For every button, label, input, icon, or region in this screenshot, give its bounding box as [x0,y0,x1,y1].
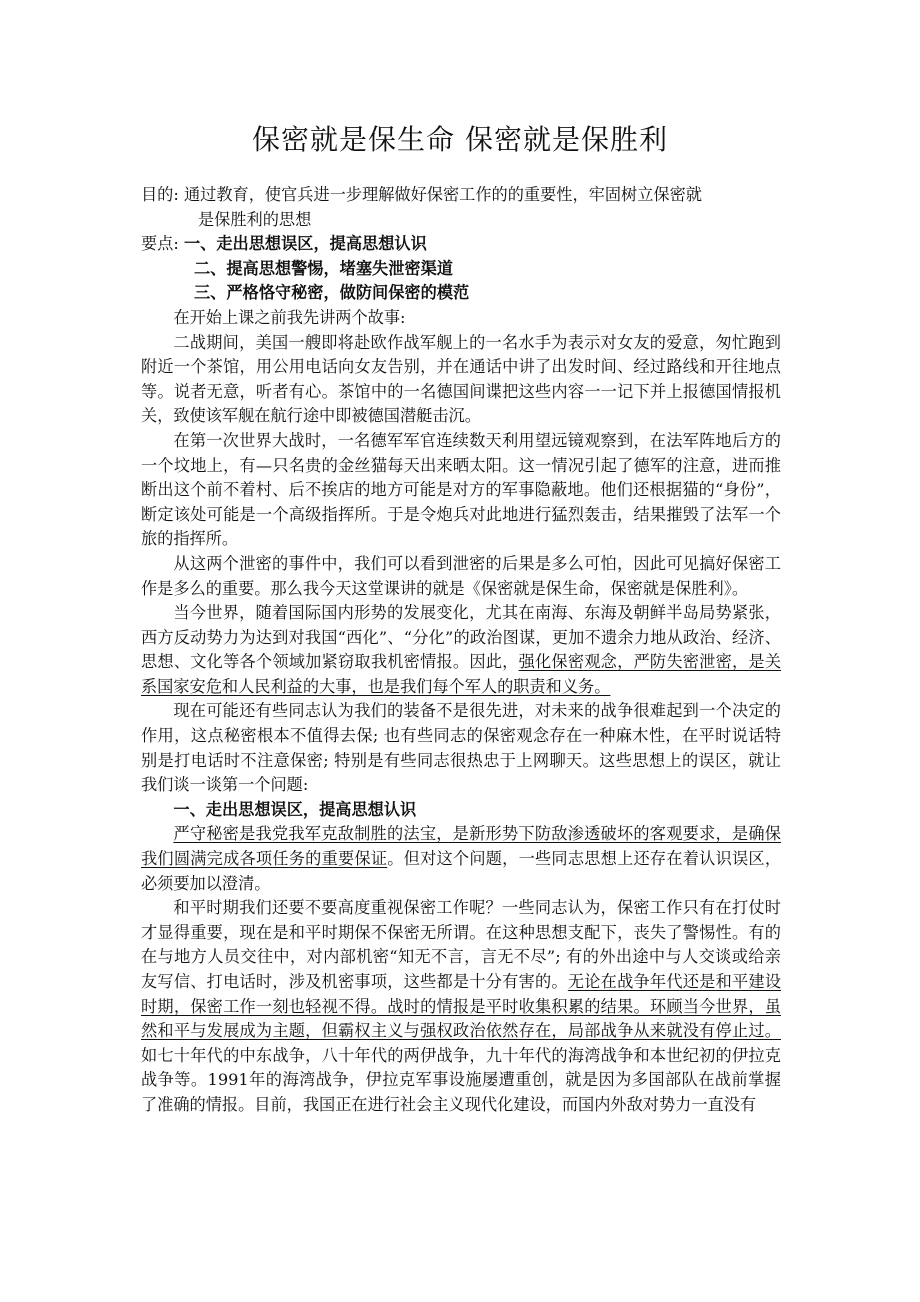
situation-underlined-text: 强化保密观念，严防失密泄密，是关系国家安危和人民利益的大事，也是我们每个军人的职责和义务。 [141,652,782,696]
misconception-paragraph: 现在可能还有些同志认为我们的装备不是很先进，对未来的战争很难起到一个决定的作用，这点秘密根本不值得去保; 也有些同志的保密观念存在一种麻木性，在平时说话特别是打电话时不注意保密; 特别是有些同志很热忠于上网聊天。这些思想上的误区，就让我们谈一谈第一个问题: [141,701,781,795]
document-body [141,183,781,1118]
conclusion-paragraph: 从这两个泄密的事件中，我们可以看到泄密的后果是多么可怕，因此可见搞好保密工作是多么的重要。那么我今天这堂课讲的就是《保密就是保生命，保密就是保胜利》。 [141,553,781,598]
purpose-label: 目的: [141,185,179,204]
section-1-heading: 一、走出思想误区，提高思想认识 [173,799,417,819]
story-2-paragraph: 在第一次世界大战时，一名德军军官连续数天利用望远镜观察到，在法军阵地后方的一个坟地上，有—只名贵的金丝猫每天出来晒太阳。这一情况引起了德军的注意，进而推断出这个前不着村、后不挨店的地方可能是对方的军事隐蔽地。他们还根据猫的“身份”，断定该处可能是一个高级指挥所。于是令炮兵对此地进行猛烈轰击，结果摧毁了法军一个旅的指挥所。 [141,430,781,549]
story-1-paragraph: 二战期间，美国一艘即将赴欧作战军舰上的一名水手为表示对女友的爱意，匆忙跑到附近一个茶馆，用公用电话向女友告别，并在通话中讲了出发时间、经过路线和开往地点等。说者无意，听者有心。茶馆中的一名德国间谍把这些内容一一记下并上报德国情报机关，致使该军舰在航行途中即被德国潜艇击沉。 [141,332,781,426]
document-title: 保密就是保生命 保密就是保胜利 [252,123,668,156]
situation-text: 当今世界，随着国际国内形势的发展变化，尤其在南海、东海及朝鲜半岛局势紧张，西方反动势力为达到对我国“西化”、“分化”的政治图谋，更加不遗余力地从政治、经济、思想、文化等各个领域加紧窃取我机密情报。因此， [141,603,781,672]
purpose-line [141,183,781,208]
section-1-underlined-text: 严守秘密是我党我军克敌制胜的法宝，是新形势下防敌渗透破坏的客观要求，是确保我们圆满完成各项任务的重要保证 [141,824,781,869]
intro-paragraph: 在开始上课之前我先讲两个故事: [173,307,406,327]
key-point-2: 二、提高思想警惕，堵塞失泄密渠道 [194,258,453,278]
peacetime-underlined-text: 无论在战争年代还是和平建设时期，保密工作一刻也轻视不得。战时的情报是平时收集积累的结果。环顾当今世界，虽然和平与发展成为主题，但霸权主义与强权政治依然存在，局部战争从来就没有停止过。 [141,972,782,1041]
key-point-1: 一、走出思想误区，提高思想认识 [184,234,427,254]
key-point-3: 三、严格恪守秘密，做防间保密的模范 [194,283,470,303]
key-points-label: 要点: [141,234,179,254]
section-1-paragraph [141,822,781,896]
peacetime-paragraph [141,896,781,1117]
key-points-line [141,232,781,257]
peacetime-text-1: 和平时期我们还要不要高度重视保密工作呢？一些同志认为，保密工作只有在打仗时才显得重要，现在是和平时期保不保密无所谓。在这种思想支配下，丧失了警惕性。有的在与地方人员交往中，对内部机密“知无不言，言无不尽”; 有的外出途中与人交谈或给亲友写信、打电话时，涉及机密事项，这些都是十分有害的。 [141,898,781,991]
purpose-text-1: 通过教育，使官兵进一步理解做好保密工作的的重要性，牢固树立保密就 [184,185,702,204]
situation-paragraph [141,601,781,699]
peacetime-text-2: 如七十年代的中东战争，八十年代的两伊战争，九十年代的海湾战争和本世纪初的伊拉克战争等。1991年的海湾战争，伊拉克军事设施屡遭重创，就是因为多国部队在战前掌握了准确的情报。目前，我国正在进行社会主义现代化建设，而国内外敌对势力一直没有 [141,1045,781,1114]
purpose-line-2: 是保胜利的思想 [198,209,312,229]
section-1-text: 。但对这个问题，一些同志思想上还存在着认识误区，必须要加以澄清。 [141,849,782,893]
